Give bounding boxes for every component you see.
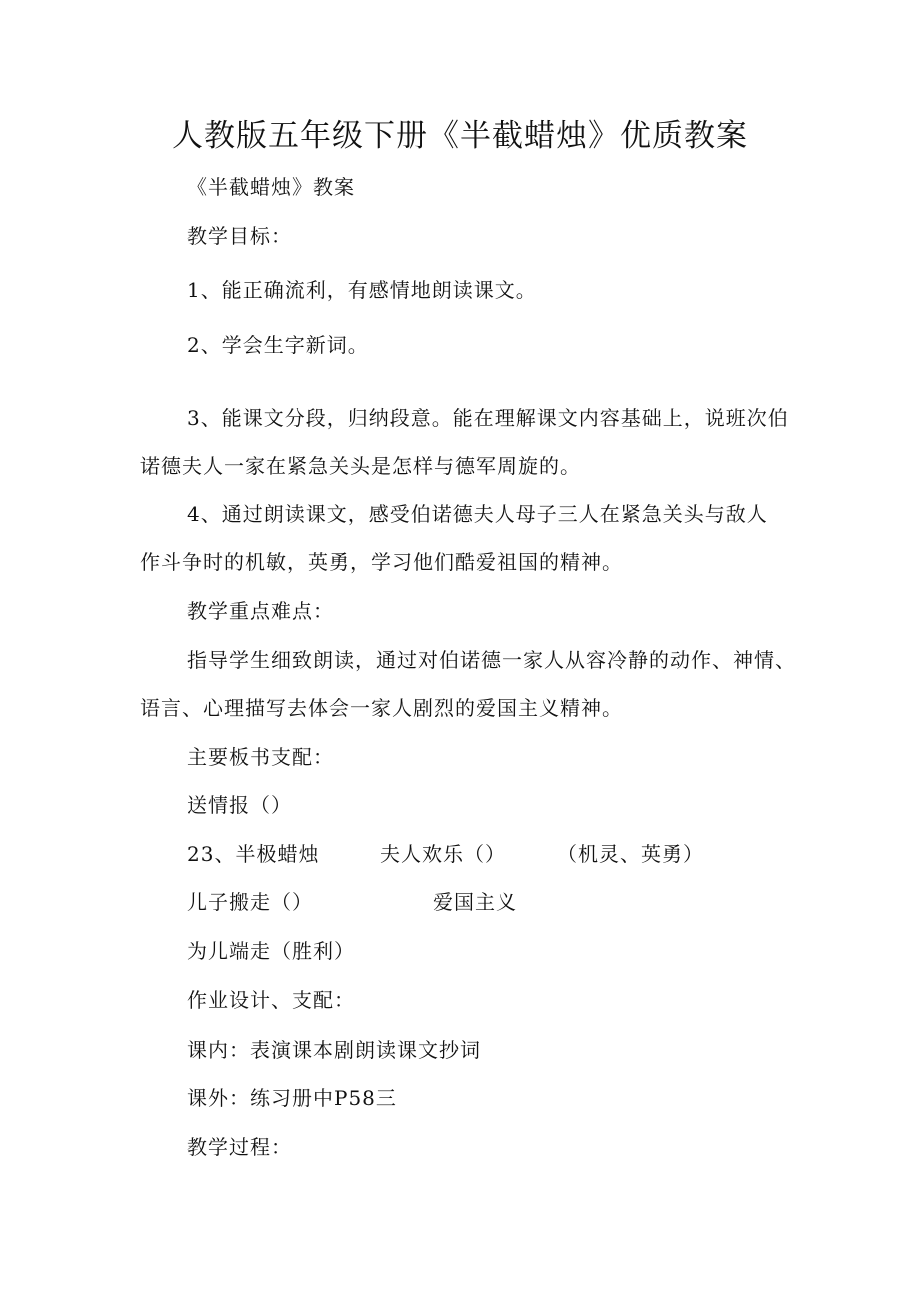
objective-item-continuation: 作斗争时的机敏，英勇，学习他们酷爱祖国的精神。 (140, 550, 623, 574)
document-title: 人教版五年级下册《半截蜡烛》优质教案 (172, 118, 748, 154)
document-subtitle: 《半截蜡烛》教案 (187, 175, 355, 199)
board-heading: 主要板书支配： (187, 745, 334, 769)
objective-item: 3、能课文分段，归纳段意。能在理解课文内容基础上，说班次伯 (187, 406, 789, 430)
key-points-text-continuation: 语言、心理描写去体会一家人剧烈的爱国主义精神。 (140, 696, 623, 720)
objective-item: 2、学会生字新词。 (187, 333, 369, 357)
board-cell: 儿子搬走（） (187, 890, 313, 914)
objectives-heading: 教学目标： (187, 224, 292, 248)
objective-item: 1、能正确流利，有感情地朗读课文。 (187, 278, 537, 302)
homework-item: 课外：练习册中P58三 (187, 1086, 397, 1110)
key-points-heading: 教学重点难点： (187, 599, 334, 623)
board-cell: 夫人欢乐（） (380, 842, 506, 866)
board-cell: 23、半极蜡烛 (187, 842, 320, 866)
board-row: 为儿端走（胜利） (187, 939, 355, 963)
key-points-text: 指导学生细致朗读，通过对伯诺德一家人从容冷静的动作、神情、 (187, 648, 796, 672)
board-row: 送情报（） (187, 793, 292, 817)
homework-heading: 作业设计、支配： (187, 988, 355, 1012)
homework-item: 课内：表演课本剧朗读课文抄词 (187, 1038, 481, 1062)
board-cell: 爱国主义 (433, 890, 517, 914)
objective-item-continuation: 诺德夫人一家在紧急关头是怎样与德军周旋的。 (140, 454, 581, 478)
objective-item: 4、通过朗读课文，感受伯诺德夫人母子三人在紧急关头与敌人 (187, 502, 768, 526)
board-cell: （机灵、英勇） (557, 842, 704, 866)
process-heading: 教学过程： (187, 1135, 292, 1159)
